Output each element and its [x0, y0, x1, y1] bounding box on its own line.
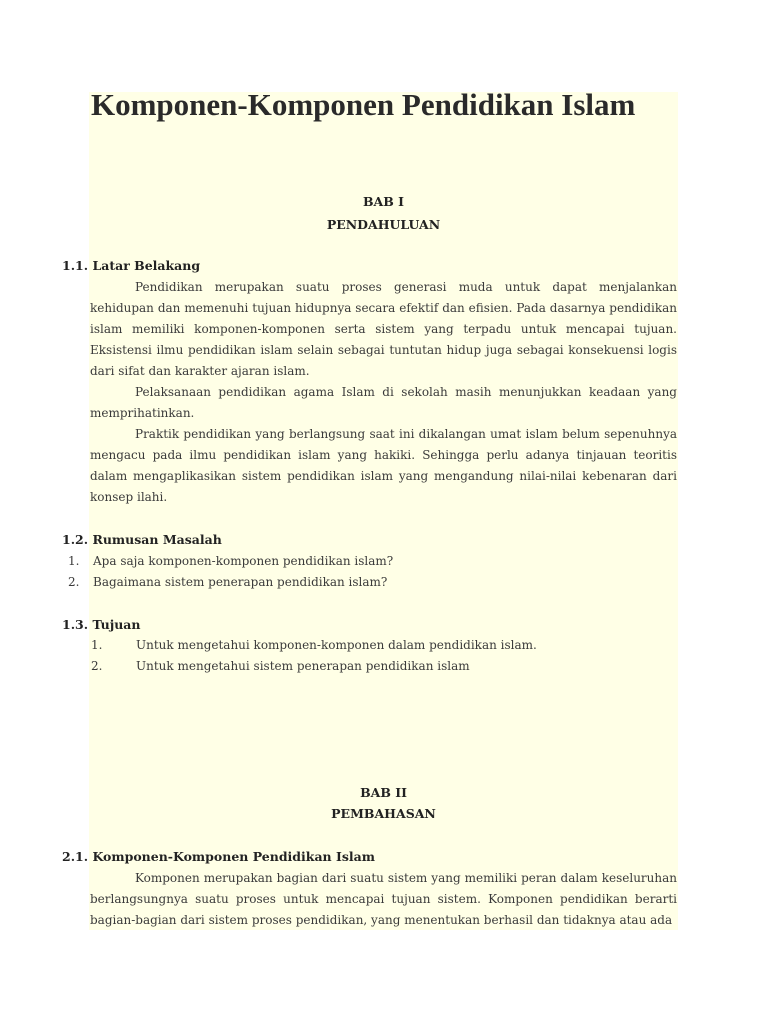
- section-1-1-paragraph-3: Praktik pendidikan yang berlangsung saat ini dikalangan umat islam belum sepenuhnya mengacu pada ilmu pendidikan islam yang hakiki. Sehingga perlu adanya tinjauan teoritis dalam mengaplikasikan sistem pendidikan islam yang mengandung nilai-nilai kebenaran dari konsep ilahi.: [90, 427, 677, 504]
- chapter-2-title: PEMBAHASAN: [331, 806, 436, 821]
- section-1-1-paragraph-1: Pendidikan merupakan suatu proses generasi muda untuk dapat menjalankan kehidupan dan memenuhi tujuan hidupnya secara efektif dan efisien. Pada dasarnya pendidikan islam memiliki komponen-komponen serta sistem yang terpadu untuk mencapai tujuan. Eksistensi ilmu pendidikan islam selain sebagai tuntutan hidup juga sebagai konsekuensi logis dari sifat dan karakter ajaran islam.: [90, 280, 677, 378]
- chapter-1-title: PENDAHULUAN: [326, 217, 441, 232]
- section-2-1-paragraph: Komponen merupakan bagian dari suatu sistem yang memiliki peran dalam keseluruhan berlangsungnya suatu proses untuk mencapai tujuan sistem. Komponen pendidikan berarti bagian-bagian dari sistem proses pendidikan, yang menentukan berhasil dan tidaknya atau ada: [90, 871, 677, 927]
- problem-item-1-number: 1.: [68, 554, 80, 568]
- problem-item-2-number: 2.: [68, 575, 80, 589]
- page-title: Komponen-Komponen Pendidikan Islam: [91, 87, 636, 122]
- problem-item-1: Apa saja komponen-komponen pendidikan islam?: [93, 554, 394, 568]
- section-1-3-heading: 1.3. Tujuan: [62, 617, 141, 632]
- section-1-1-heading: 1.1. Latar Belakang: [62, 258, 201, 273]
- chapter-1-label: BAB I: [362, 194, 405, 209]
- goal-item-1: Untuk mengetahui komponen-komponen dalam pendidikan islam.: [136, 638, 537, 652]
- section-2-1-heading: 2.1. Komponen-Komponen Pendidikan Islam: [62, 849, 375, 864]
- goal-item-2: Untuk mengetahui sistem penerapan pendidikan islam: [136, 659, 470, 673]
- goal-item-2-number: 2.: [91, 659, 103, 673]
- goal-item-1-number: 1.: [91, 638, 103, 652]
- section-1-1-paragraph-2: Pelaksanaan pendidikan agama Islam di sekolah masih menunjukkan keadaan yang memprihatinkan.: [90, 385, 677, 420]
- problem-item-2: Bagaimana sistem penerapan pendidikan islam?: [93, 575, 388, 589]
- chapter-2-label: BAB II: [360, 785, 407, 800]
- section-1-2-heading: 1.2. Rumusan Masalah: [62, 532, 222, 547]
